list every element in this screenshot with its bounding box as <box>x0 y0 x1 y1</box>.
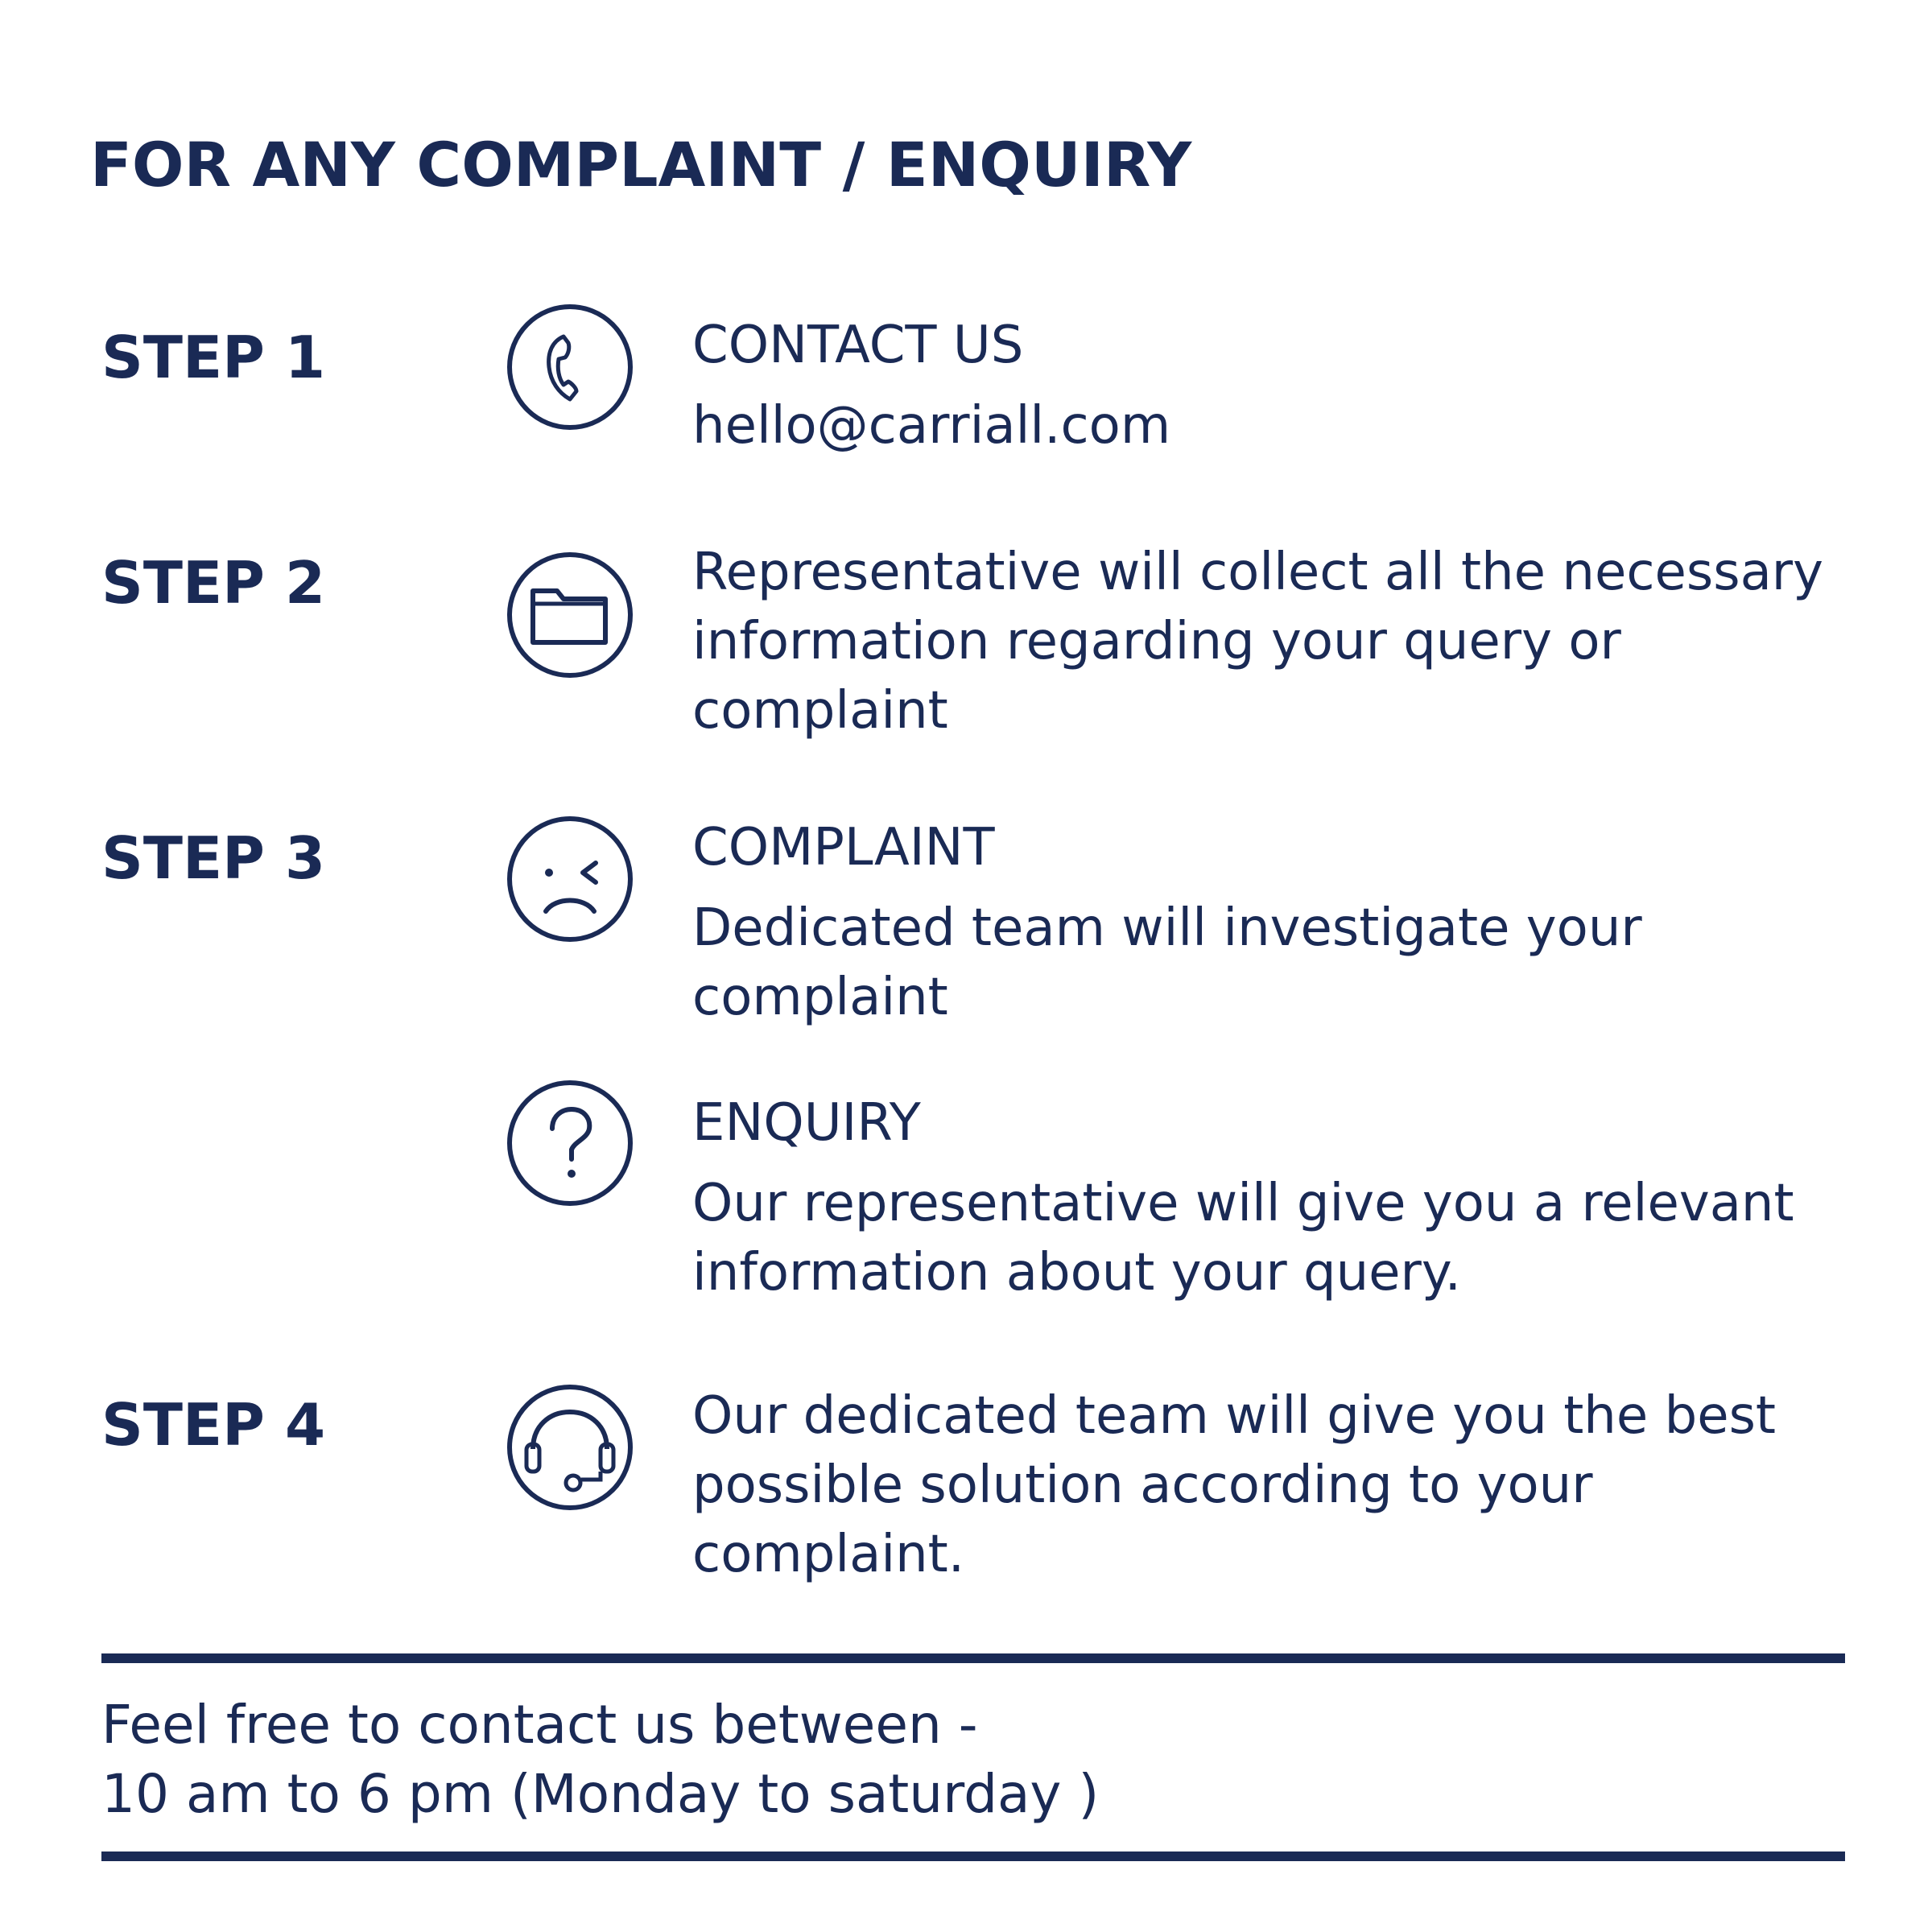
contact-email[interactable]: hello@carriall.com <box>692 396 1171 456</box>
complaint-body: Dedicated team will investigate your complaint <box>692 898 1642 1027</box>
step-4-label: STEP 4 <box>101 1391 326 1459</box>
phone-icon <box>506 303 634 431</box>
step-2-text <box>692 538 1868 745</box>
step-1-label: STEP 1 <box>101 324 326 391</box>
page-title: FOR ANY COMPLAINT / ENQUIRY <box>90 129 1192 200</box>
hours-line-1: Feel free to contact us between - <box>101 1694 978 1756</box>
enquiry-text <box>692 1088 1868 1307</box>
sad-face-icon <box>506 815 634 943</box>
complaint-text <box>692 813 1868 1032</box>
top-divider <box>101 1653 1845 1663</box>
contact-heading: CONTACT US <box>692 316 1024 375</box>
question-icon <box>506 1079 634 1208</box>
enquiry-heading: ENQUIRY <box>692 1093 921 1153</box>
hours-line-2: 10 am to 6 pm (Monday to saturday ) <box>101 1763 1100 1825</box>
enquiry-body: Our representative will give you a relevant information about your query. <box>692 1174 1794 1302</box>
step-2-body: Representative will collect all the necessary information regarding your query or complaint <box>692 543 1823 741</box>
step-2-label: STEP 2 <box>101 549 326 617</box>
step-4-body: Our dedicated team will give you the best possible solution according to your complaint. <box>692 1386 1776 1584</box>
folder-icon <box>506 551 634 679</box>
bottom-divider <box>101 1852 1845 1861</box>
headset-icon <box>506 1383 634 1512</box>
step-4-text <box>692 1381 1868 1589</box>
contact-hours <box>101 1690 1099 1829</box>
complaint-heading: COMPLAINT <box>692 818 995 877</box>
step-1-text <box>692 311 1868 460</box>
step-3-label: STEP 3 <box>101 824 326 892</box>
